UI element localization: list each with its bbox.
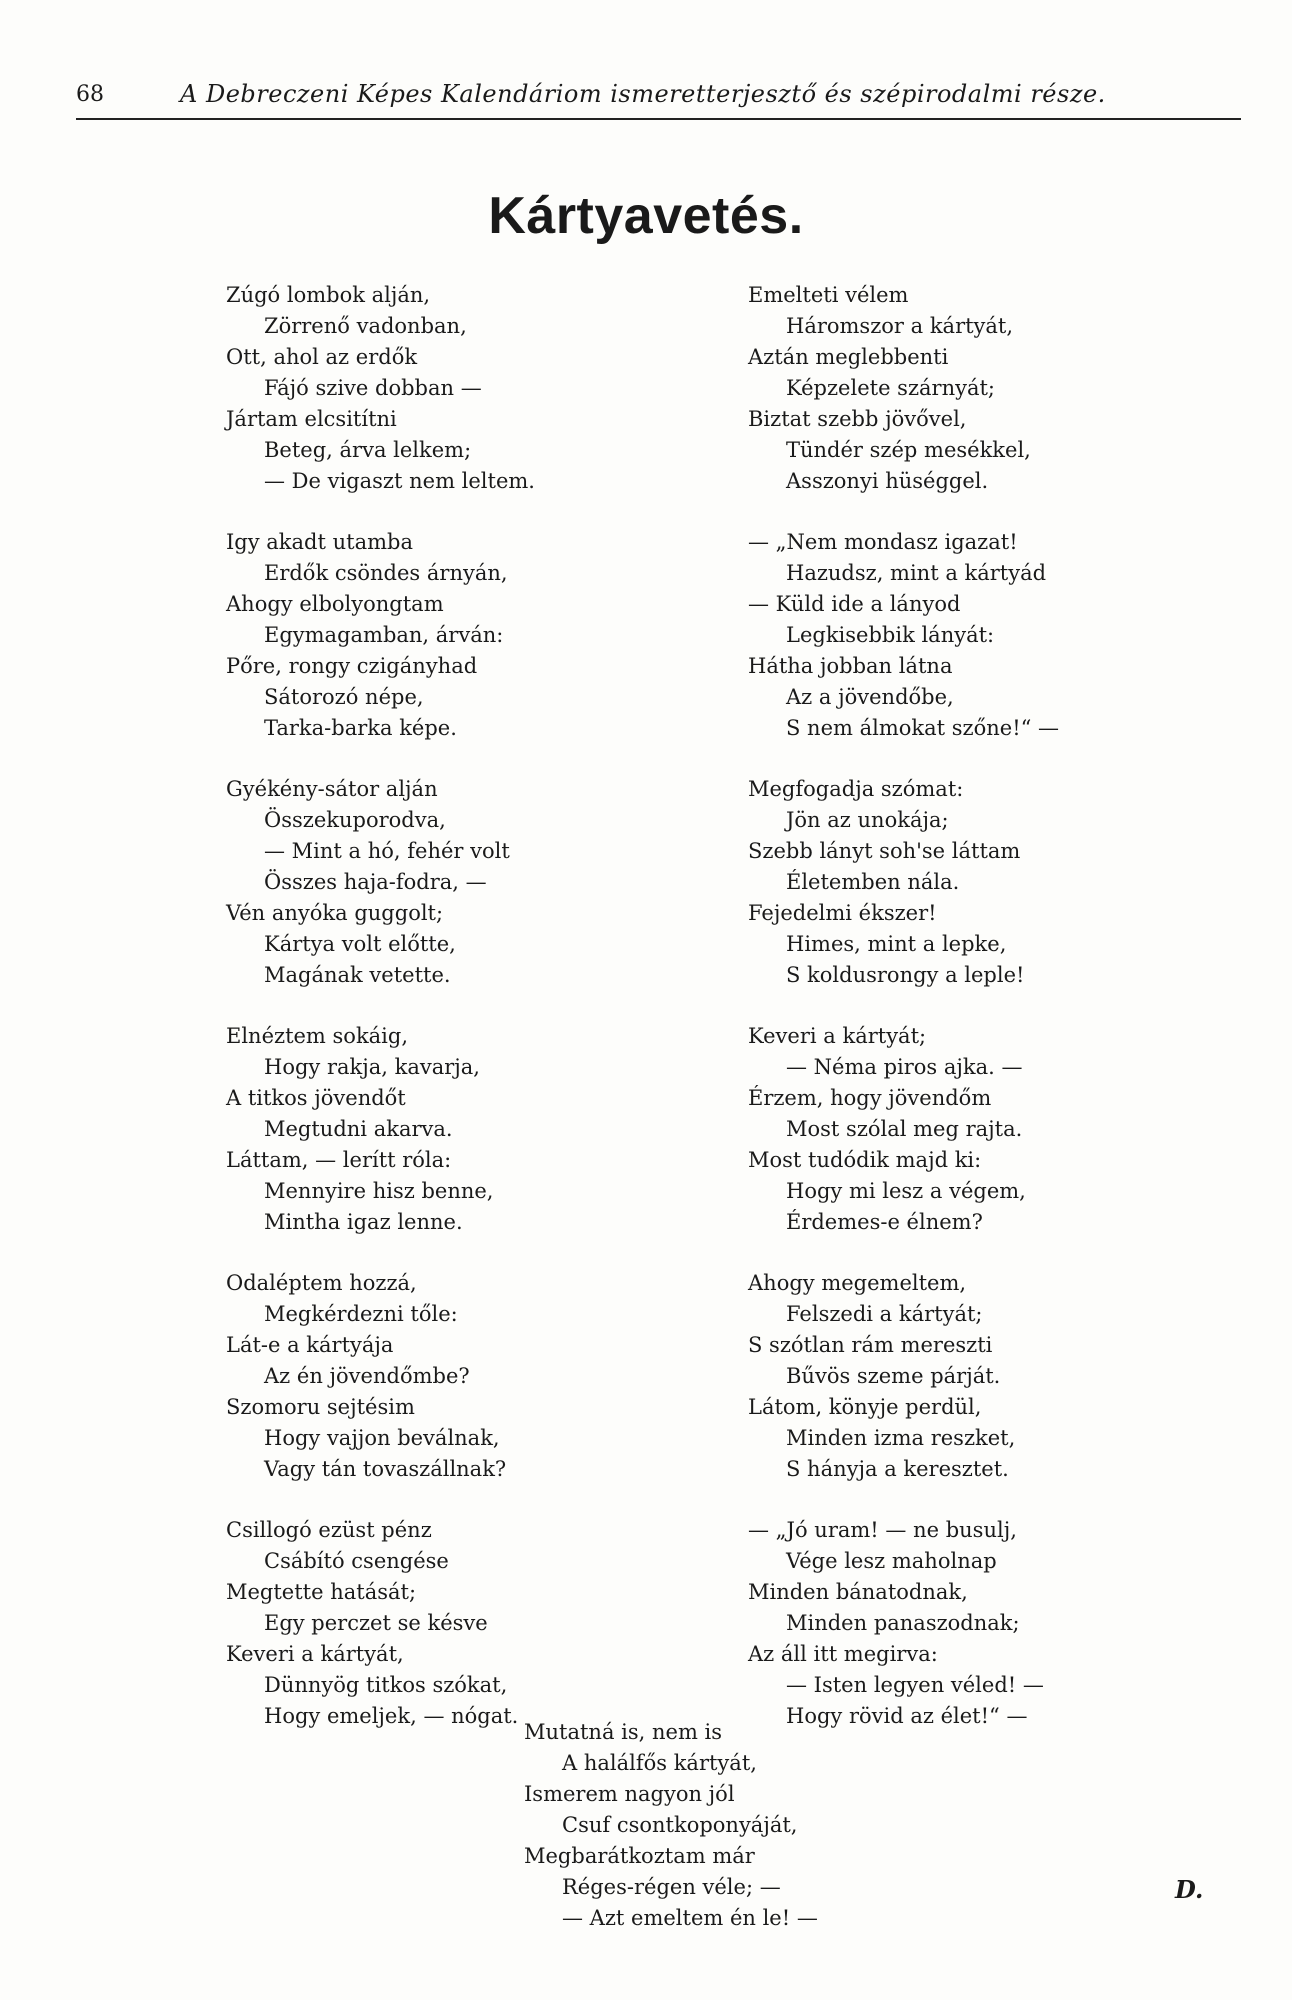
page-header — [76, 78, 1241, 120]
stanza — [748, 280, 1168, 497]
poem-line: Láttam, — lerítt róla: — [226, 1148, 452, 1172]
poem-line: Fejedelmi ékszer! — [748, 901, 937, 925]
stanza — [226, 527, 646, 744]
stanza — [748, 1515, 1168, 1732]
poem-line: Kártya volt előtte, — [264, 932, 456, 956]
stanza — [748, 774, 1168, 991]
poem-line: Tarka-barka képe. — [264, 716, 457, 740]
poem-line: Keveri a kártyát; — [748, 1024, 927, 1048]
poem-line: — Azt emeltem én le! — — [562, 1906, 818, 1930]
poem-line: Bűvös szeme párját. — [786, 1364, 1001, 1388]
poem-line: Lát-e a kártyája — [226, 1333, 394, 1357]
poem-line: Keveri a kártyát, — [226, 1642, 404, 1666]
poem-line: Képzelete szárnyát; — [786, 376, 995, 400]
poem-line: Szebb lányt soh'se láttam — [748, 839, 1021, 863]
poem-line: Magának vetette. — [264, 963, 451, 987]
poem-line: Látom, könyje perdül, — [748, 1395, 982, 1419]
poem-line: Asszonyi hüséggel. — [786, 469, 989, 493]
poem-line: Hogy mi lesz a végem, — [786, 1179, 1026, 1203]
stanza — [748, 527, 1168, 744]
poem-line: Ahogy elbolyongtam — [226, 592, 444, 616]
poem-line: Szomoru sejtésim — [226, 1395, 415, 1419]
stanza — [226, 774, 646, 991]
poem-line: Mutatná is, nem is — [524, 1720, 723, 1744]
poem-line: Vagy tán tovaszállnak? — [264, 1457, 507, 1481]
poem-line: Zörrenő vadonban, — [264, 314, 467, 338]
poem-line: Hogy emeljek, — nógat. — [264, 1704, 519, 1728]
poem-line: Tündér szép mesékkel, — [786, 438, 1031, 462]
poem-line: A titkos jövendőt — [226, 1086, 406, 1110]
poem-line: Hogy rövid az élet!“ — — [786, 1704, 1028, 1728]
stanza — [748, 1021, 1168, 1238]
poem-line: S koldusrongy a leple! — [786, 963, 1025, 987]
stanza — [748, 1268, 1168, 1485]
poem-line: S szótlan rám mereszti — [748, 1333, 993, 1357]
poem-line: — Néma piros ajka. — — [786, 1055, 1023, 1079]
author-signature: D. — [1175, 1875, 1204, 1904]
poem-line: Egymagamban, árván: — [264, 623, 504, 647]
poem-line: Csuf csontkoponyáját, — [562, 1813, 798, 1837]
poem-line: Háromszor a kártyát, — [786, 314, 1014, 338]
stanza — [226, 280, 646, 497]
poem-line: Igy akadt utamba — [226, 530, 413, 554]
poem-line: Gyékény-sátor alján — [226, 777, 438, 801]
poem-line: Legkisebbik lányát: — [786, 623, 995, 647]
poem-line: Megkérdezni tőle: — [264, 1302, 458, 1326]
poem-line: Vége lesz maholnap — [786, 1549, 997, 1573]
poem-line: Dünnyög titkos szókat, — [264, 1673, 508, 1697]
poem-line: Emelteti vélem — [748, 283, 909, 307]
poem-line: Ott, ahol az erdők — [226, 345, 418, 369]
poem-line: Odaléptem hozzá, — [226, 1271, 417, 1295]
poem-line: Hogy rakja, kavarja, — [264, 1055, 480, 1079]
poem-line: Összekuporodva, — [264, 808, 446, 832]
poem-line: Az áll itt megirva: — [748, 1642, 938, 1666]
running-head: A Debreczeni Képes Kalendáriom ismeretterjesztő és szépirodalmi része. — [180, 80, 1106, 108]
poem-line: Fájó szive dobban — — [264, 376, 482, 400]
poem-line: Az a jövendőbe, — [786, 685, 954, 709]
poem-line: Érdemes-e élnem? — [786, 1210, 983, 1234]
poem-line: Összes haja-fodra, — — [264, 870, 487, 894]
poem-line: S nem álmokat szőne!“ — — [786, 716, 1060, 740]
poem-line: Jön az unokája; — [786, 808, 949, 832]
poem-line: S hányja a keresztet. — [786, 1457, 1009, 1481]
poem-line: Ahogy megemeltem, — [748, 1271, 967, 1295]
poem-title: Kártyavetés. — [488, 187, 804, 245]
poem-line: A halálfős kártyát, — [562, 1751, 757, 1775]
poem-line: Sátorozó népe, — [264, 685, 424, 709]
poem-line: Az én jövendőmbe? — [264, 1364, 470, 1388]
poem-line: — Küld ide a lányod — [748, 592, 961, 616]
poem-line: Most tudódik majd ki: — [748, 1148, 982, 1172]
poem-line: Csábító csengése — [264, 1549, 449, 1573]
poem-line: Elnéztem sokáig, — [226, 1024, 409, 1048]
stanza — [524, 1717, 944, 1934]
poem-right-column — [748, 280, 1168, 1762]
poem-line: Hazudsz, mint a kártyád — [786, 561, 1047, 585]
poem-line: Most szólal meg rajta. — [786, 1117, 1023, 1141]
poem-line: — Mint a hó, fehér volt — [264, 839, 510, 863]
poem-final-stanza — [524, 1717, 944, 1964]
poem-line: — „Jó uram! — ne busulj, — [748, 1518, 1017, 1542]
poem-line: Biztat szebb jövővel, — [748, 407, 967, 431]
poem-line: Minden bánatodnak, — [748, 1580, 968, 1604]
poem-line: Mennyire hisz benne, — [264, 1179, 494, 1203]
poem-line: Csillogó ezüst pénz — [226, 1518, 432, 1542]
stanza — [226, 1268, 646, 1485]
poem-line: Erdők csöndes árnyán, — [264, 561, 508, 585]
poem-line: Életemben nála. — [786, 870, 960, 894]
poem-line: Minden izma reszket, — [786, 1426, 1016, 1450]
poem-left-column — [226, 280, 646, 1762]
poem-line: Pőre, rongy czigányhad — [226, 654, 478, 678]
poem-line: — „Nem mondasz igazat! — [748, 530, 1018, 554]
page-number: 68 — [76, 82, 104, 107]
poem-line: Hátha jobban látna — [748, 654, 953, 678]
poem-line: Zúgó lombok alján, — [226, 283, 431, 307]
poem-line: Vén anyóka guggolt; — [226, 901, 444, 925]
poem-line: Mintha igaz lenne. — [264, 1210, 463, 1234]
poem-line: Aztán meglebbenti — [748, 345, 949, 369]
stanza — [226, 1515, 646, 1732]
poem-line: Érzem, hogy jövendőm — [748, 1086, 992, 1110]
poem-line: Felszedi a kártyát; — [786, 1302, 983, 1326]
poem-line: Minden panaszodnak; — [786, 1611, 1020, 1635]
poem-line: Himes, mint a lepke, — [786, 932, 1007, 956]
poem-line: — Isten legyen véled! — — [786, 1673, 1044, 1697]
poem-line: Jártam elcsitítni — [226, 407, 397, 431]
poem-line: Egy perczet se késve — [264, 1611, 488, 1635]
poem-line: Megtette hatását; — [226, 1580, 417, 1604]
poem-line: Réges-régen véle; — — [562, 1875, 781, 1899]
stanza — [226, 1021, 646, 1238]
poem-line: Megtudni akarva. — [264, 1117, 453, 1141]
poem-line: Megbarátkoztam már — [524, 1844, 755, 1868]
poem-line: Hogy vajjon beválnak, — [264, 1426, 500, 1450]
poem-line: Ismerem nagyon jól — [524, 1782, 735, 1806]
poem-line: — De vigaszt nem leltem. — [264, 469, 535, 493]
poem-line: Beteg, árva lelkem; — [264, 438, 472, 462]
poem-line: Megfogadja szómat: — [748, 777, 964, 801]
